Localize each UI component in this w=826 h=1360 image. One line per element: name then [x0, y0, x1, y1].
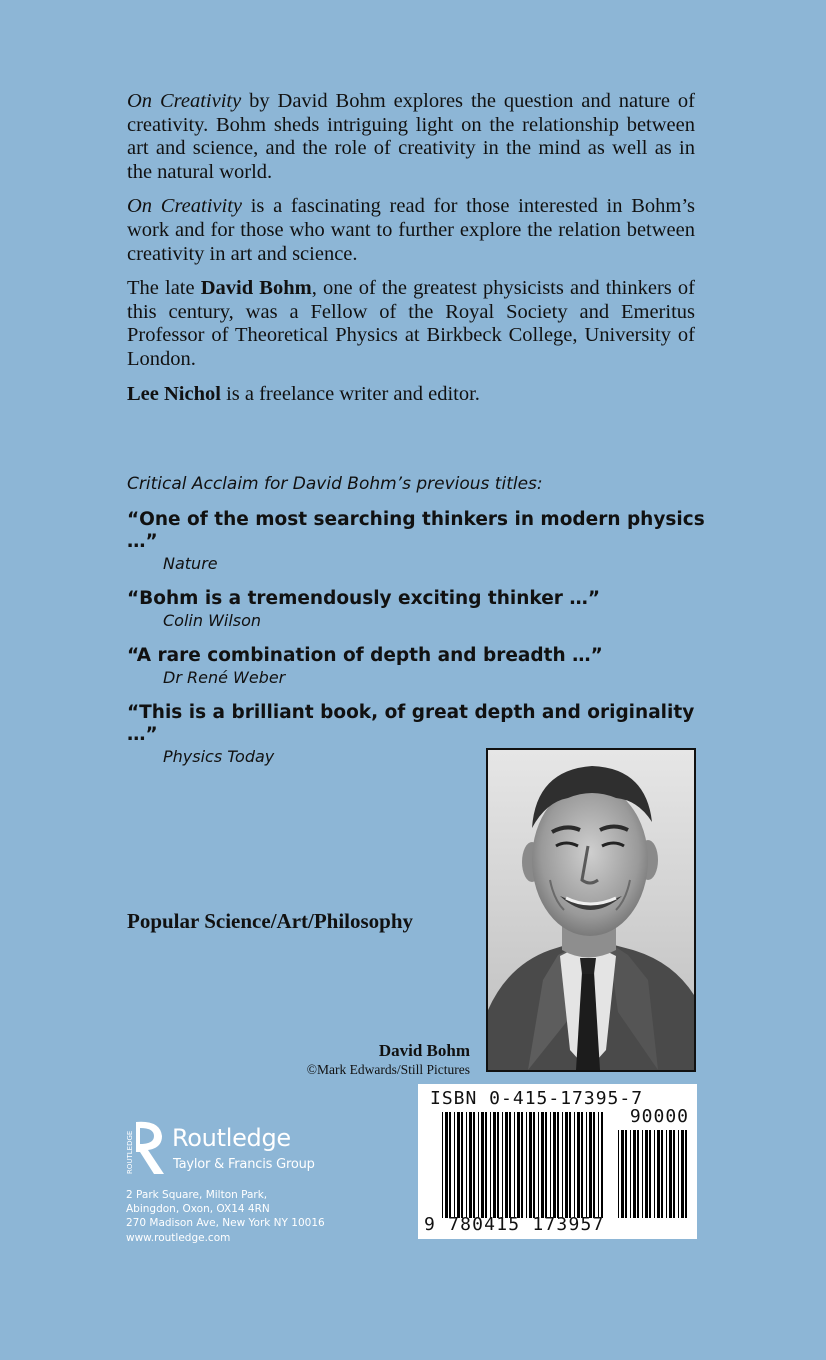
barcode-bar — [625, 1130, 627, 1218]
barcode-bar — [442, 1112, 443, 1218]
barcode-bar — [618, 1130, 619, 1218]
barcode-bar — [678, 1130, 679, 1218]
barcode-bar — [649, 1130, 651, 1218]
barcode-bar — [657, 1130, 660, 1218]
barcode-bar — [502, 1112, 503, 1218]
quote-source: Dr René Weber — [163, 668, 286, 687]
barcode-bar — [589, 1112, 592, 1218]
address-line: 2 Park Square, Milton Park, — [126, 1189, 268, 1201]
ean-number: 9 780415 173957 — [424, 1214, 605, 1235]
barcode-bar — [469, 1112, 472, 1218]
publisher-name: Routledge — [172, 1124, 291, 1152]
barcode-bar — [517, 1112, 520, 1218]
barcode-bar — [574, 1112, 575, 1218]
book-title: On Creativity — [127, 90, 242, 112]
barcode-bar — [569, 1112, 571, 1218]
barcode-bar — [673, 1130, 675, 1218]
caption-name: David Bohm — [378, 1041, 470, 1060]
barcode-bar — [533, 1112, 535, 1218]
quote-text: “This is a brilliant book, of great depth and originality …” — [127, 702, 695, 745]
isbn-number: ISBN 0-415-17395-7 — [430, 1088, 644, 1109]
quote-source: Physics Today — [163, 747, 275, 766]
address-line: 270 Madison Ave, New York NY 10016 — [126, 1217, 325, 1230]
blurb-paragraph-1: On Creativity by David Bohm explores the question and nature of creativity. Bohm sheds intriguing light on the relationship between art and science, and the role of creativity in the mind as well as in the natural world. — [127, 90, 696, 183]
barcode-bar — [481, 1112, 484, 1218]
barcode-bar — [562, 1112, 563, 1218]
barcode-bar — [490, 1112, 491, 1218]
author-photo — [486, 748, 696, 1072]
barcode-bar — [526, 1112, 527, 1218]
barcode-bar — [449, 1112, 451, 1218]
barcode-bar — [553, 1112, 556, 1218]
barcode-bar — [529, 1112, 532, 1218]
blurb-paragraph-2: On Creativity is a fascinating read for those interested in Bohm’s work and for those who want to further explore the relation between creativity in art and science. — [127, 195, 695, 265]
barcode-bar — [586, 1112, 587, 1218]
back-cover-blurb — [127, 90, 695, 417]
publisher-address — [126, 1188, 325, 1245]
quote-text: “A rare combination of depth and breadth …” — [127, 645, 603, 666]
barcode-bar — [557, 1112, 559, 1218]
acclaim-heading: Critical Acclaim for David Bohm’s previous titles: — [127, 474, 543, 494]
routledge-logo — [126, 1118, 346, 1180]
quote-source: Colin Wilson — [163, 611, 262, 630]
subject-category: Popular Science/Art/Philosophy — [127, 909, 414, 933]
barcode-bar — [461, 1112, 463, 1218]
barcode-bar — [505, 1112, 508, 1218]
address-line: Abingdon, Oxon, OX14 4RN — [126, 1203, 270, 1216]
editor-bio: Lee Nichol is a freelance writer and editor. — [127, 382, 480, 405]
quote-source: Nature — [163, 554, 218, 573]
barcode-bar — [642, 1130, 643, 1218]
barcode-bar — [521, 1112, 523, 1218]
quote-text: “Bohm is a tremendously exciting thinker …” — [127, 588, 600, 609]
barcode-bar — [550, 1112, 551, 1218]
author-portrait-image — [488, 750, 694, 1070]
publisher-website: www.routledge.com — [126, 1231, 231, 1244]
barcode-bar — [633, 1130, 636, 1218]
editor-name: Lee Nichol — [127, 382, 221, 405]
barcode-bar — [630, 1130, 631, 1218]
barcode-bar — [666, 1130, 667, 1218]
author-bio: The late David Bohm, one of the greatest physicists and thinkers of this century, was a Fellow of the Royal Society and Emeritus Professor of Theoretical Physics at Birkbeck College, University of London. — [127, 277, 695, 370]
barcode-bar — [681, 1130, 684, 1218]
barcode-bar — [541, 1112, 544, 1218]
barcode-bar — [478, 1112, 479, 1218]
barcode-bar — [598, 1112, 599, 1218]
isbn-barcode — [418, 1084, 697, 1239]
barcode-bar — [593, 1112, 595, 1218]
price-code: 90000 — [629, 1106, 689, 1127]
barcode-bar — [497, 1112, 499, 1218]
barcode-bar — [445, 1112, 448, 1218]
routledge-vertical-text: ROUTLEDGE — [126, 1130, 134, 1174]
quote-text: “One of the most searching thinkers in modern physics …” — [127, 509, 705, 552]
barcode-bar — [493, 1112, 496, 1218]
review-quote — [127, 588, 727, 631]
barcode-bar — [538, 1112, 539, 1218]
barcode-bar — [669, 1130, 672, 1218]
barcode-bar — [545, 1112, 547, 1218]
barcode-bar — [661, 1130, 663, 1218]
author-name: David Bohm — [200, 277, 312, 300]
barcode-bar — [473, 1112, 475, 1218]
barcode-bar — [685, 1130, 687, 1218]
barcode-bar — [601, 1112, 603, 1218]
barcode-bar — [509, 1112, 511, 1218]
barcode-bar — [581, 1112, 583, 1218]
routledge-emblem-icon — [126, 1118, 170, 1178]
photo-credit: ©Mark Edwards/Still Pictures — [306, 1062, 470, 1077]
barcode-bar — [654, 1130, 655, 1218]
review-quote — [127, 645, 727, 688]
barcode-bar — [645, 1130, 648, 1218]
barcode-bar — [457, 1112, 460, 1218]
barcode-bar — [514, 1112, 515, 1218]
publisher-group: Taylor & Francis Group — [173, 1157, 315, 1172]
barcode-bar — [577, 1112, 580, 1218]
review-quote — [127, 509, 727, 574]
barcode-bar — [466, 1112, 467, 1218]
barcode-bar — [637, 1130, 639, 1218]
critical-acclaim — [127, 474, 727, 781]
photo-caption — [307, 1040, 470, 1078]
barcode-bar — [454, 1112, 455, 1218]
barcode-bar — [565, 1112, 568, 1218]
barcode-bar — [485, 1112, 487, 1218]
book-title: On Creativity — [127, 195, 242, 218]
barcode-bar — [621, 1130, 624, 1218]
